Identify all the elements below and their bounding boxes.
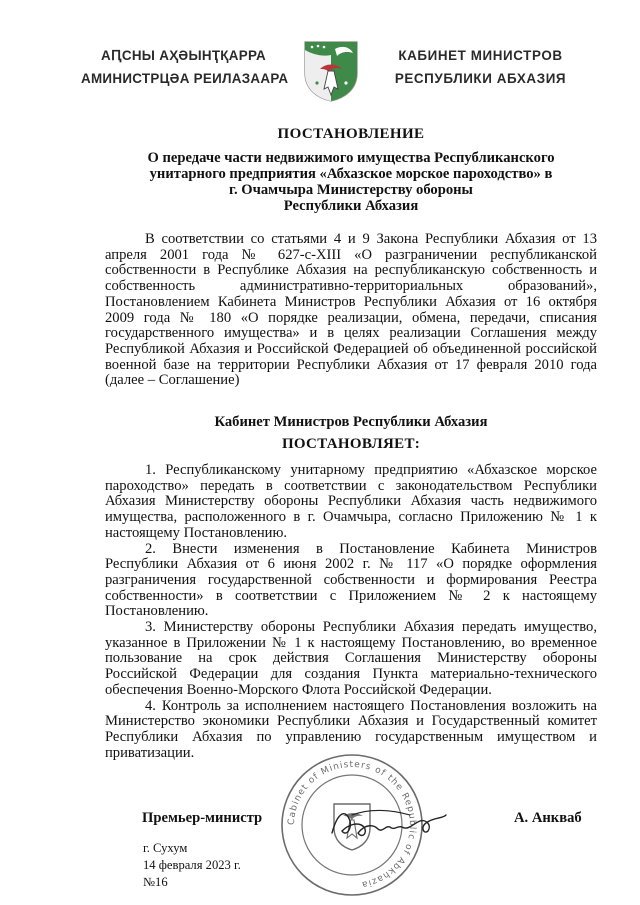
coat-of-arms-icon <box>302 39 360 103</box>
document-title: ПОСТАНОВЛЕНИЕ <box>277 126 425 142</box>
subject-line: унитарного предприятия «Абхазское морское пароходство» в <box>149 166 553 182</box>
header-abkhaz <box>81 44 289 90</box>
seal-text: Cabinet of Ministers of the Republic of Abkhazia <box>286 759 418 890</box>
signatory-name: А. Анкваб <box>514 810 582 826</box>
document-footer <box>143 840 241 891</box>
document-subject <box>105 150 597 214</box>
header-abkhaz-line2: АМИНИСТРЦӘА РЕИЛАЗААРА <box>81 71 289 86</box>
cabinet-heading: Кабинет Министров Республики Абхазия <box>214 414 488 430</box>
resolution-item: 1. Республиканскому унитарному предприятию «Абхазское морское пароходство» передать в соответствии с законодательством Республики Абхазия Министерству обороны Республики Абхазия часть недвижимого имущества, расположенного в г. Очамчыра, согласно Приложению № 1 к настоящему Постановлению. <box>105 462 597 541</box>
header-russian-line1: КАБИНЕТ МИНИСТРОВ <box>398 48 563 63</box>
subject-line: О передаче части недвижимого имущества Республиканского <box>147 150 555 166</box>
handwritten-signature <box>328 803 450 845</box>
preamble-paragraph: В соответствии со статьями 4 и 9 Закона Республики Абхазия от 13 апреля 2001 года № 627-с-XIII «О разграничении республиканской собственности в Республике Абхазия на республиканскую собственность и собственность административно-территориальных образований», Постановлением Кабинета Министров Республики Абхазия от 16 октября 2009 года № 180 «О порядке реализации, обмена, передачи, списания государственного имущества» и в целях реализации Соглашения между Республикой Абхазия и Российской Федерацией об объединенной российской военной базе на территории Республики Абхазия от 17 февраля 2010 года (далее – Соглашение) <box>105 231 597 389</box>
resolution-item: 2. Внести изменения в Постановление Кабинета Министров Республики Абхазия от 6 июня 2002 г. № 117 «О порядке оформления разграничения государственной собственности и формирования Реестра собственности» в соответствии с Приложением № 2 к настоящему Постановлению. <box>105 540 597 620</box>
subject-line: Республики Абхазия <box>283 198 419 214</box>
footer-date: 14 февраля 2023 г. <box>143 858 241 872</box>
subject-line: г. Очамчыра Министерству обороны <box>229 182 473 198</box>
footer-number: №16 <box>143 875 168 889</box>
resolves-heading: ПОСТАНОВЛЯЕТ: <box>281 436 421 452</box>
resolution-item: 4. Контроль за исполнением настоящего Постановления возложить на Министерство экономики Республики Абхазия и Государственный комитет Республики Абхазия по управлению государственным имуществом и приватизации. <box>105 697 597 761</box>
header-russian-line2: РЕСПУБЛИКИ АБХАЗИЯ <box>394 71 567 86</box>
header-russian <box>378 44 583 90</box>
resolution-item: 3. Министерству обороны Республики Абхазия передать имущество, указанное в Приложении № 1 к настоящему Постановлению, во временное пользование на срок действия Соглашения Министерству обороны Российской Федерации для создания Пункта материально-технического обеспечения Военно-Морского Флота Российской Федерации. <box>105 619 597 698</box>
header-abkhaz-line1: АԤСНЫ АҲӘЫНҬҚАРРА <box>100 48 267 63</box>
footer-place: г. Сухум <box>143 841 188 855</box>
resolution-items <box>105 463 597 761</box>
signatory-position: Премьер-министр <box>142 810 263 826</box>
